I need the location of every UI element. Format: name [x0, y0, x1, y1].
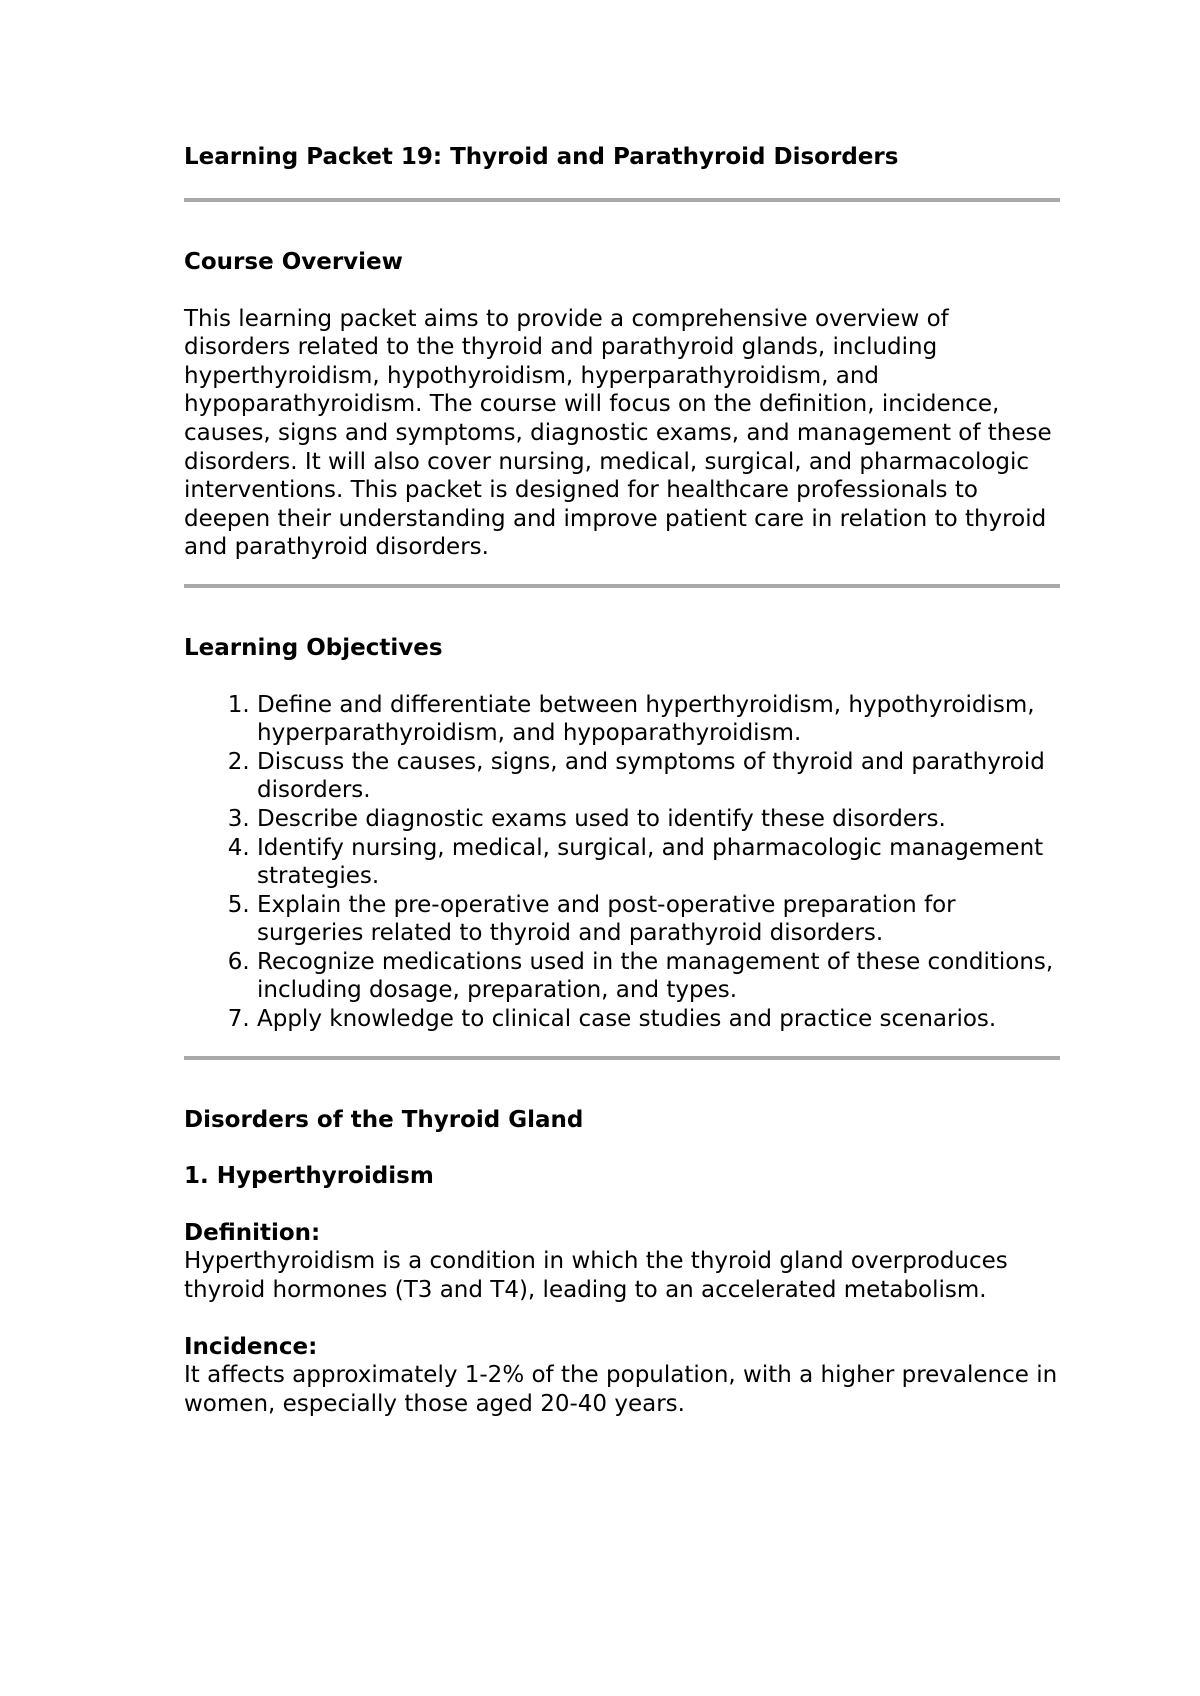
objective-item: 2. Discuss the causes, signs, and symptoms of thyroid and parathyroid disorders.	[257, 748, 1060, 805]
document-title: Learning Packet 19: Thyroid and Parathyroid Disorders	[184, 144, 899, 170]
thyroid-disorders-heading: Disorders of the Thyroid Gland	[184, 1106, 584, 1133]
learning-objectives-heading: Learning Objectives	[184, 634, 443, 661]
objective-item: 1. Define and differentiate between hyperthyroidism, hypothyroidism, hyperparathyroidism, and hypoparathyroidism.	[257, 691, 1060, 748]
document-page	[184, 130, 1060, 1418]
definition-label: Definition:	[184, 1219, 321, 1246]
course-overview-heading: Course Overview	[184, 249, 403, 275]
objective-item: 6. Recognize medications used in the management of these conditions, including dosage, preparation, and types.	[257, 948, 1060, 1005]
learning-objectives-list	[184, 691, 1060, 1034]
course-overview-text: This learning packet aims to provide a comprehensive overview of disorders related to the thyroid and parathyroid glands, including hyperthyroidism, hypothyroidism, hyperparathyroidism, and hypoparathyroidism. The course will focus on the definition, incidence, causes, signs and symptoms, diagnostic exams, and management of these disorders. It will also cover nursing, medical, surgical, and pharmacologic interventions. This packet is designed for healthcare professionals to deepen their understanding and improve patient care in relation to thyroid and parathyroid disorders.	[184, 305, 1052, 561]
definition-text: Hyperthyroidism is a condition in which the thyroid gland overproduces thyroid hormones (T3 and T4), leading to an accelerated metabolism.	[184, 1248, 1008, 1304]
objective-item: 3. Describe diagnostic exams used to identify these disorders.	[257, 805, 1060, 834]
incidence-text: It affects approximately 1-2% of the population, with a higher prevalence in women, especially those aged 20-40 years.	[184, 1362, 1058, 1417]
hyperthyroidism-heading: 1. Hyperthyroidism	[184, 1163, 434, 1190]
objective-item: 5. Explain the pre-operative and post-operative preparation for surgeries related to thyroid and parathyroid disorders.	[257, 891, 1060, 948]
objective-item: 7. Apply knowledge to clinical case studies and practice scenarios.	[257, 1005, 1060, 1034]
incidence-label: Incidence:	[184, 1333, 318, 1360]
objective-item: 4. Identify nursing, medical, surgical, and pharmacologic management strategies.	[257, 834, 1060, 891]
